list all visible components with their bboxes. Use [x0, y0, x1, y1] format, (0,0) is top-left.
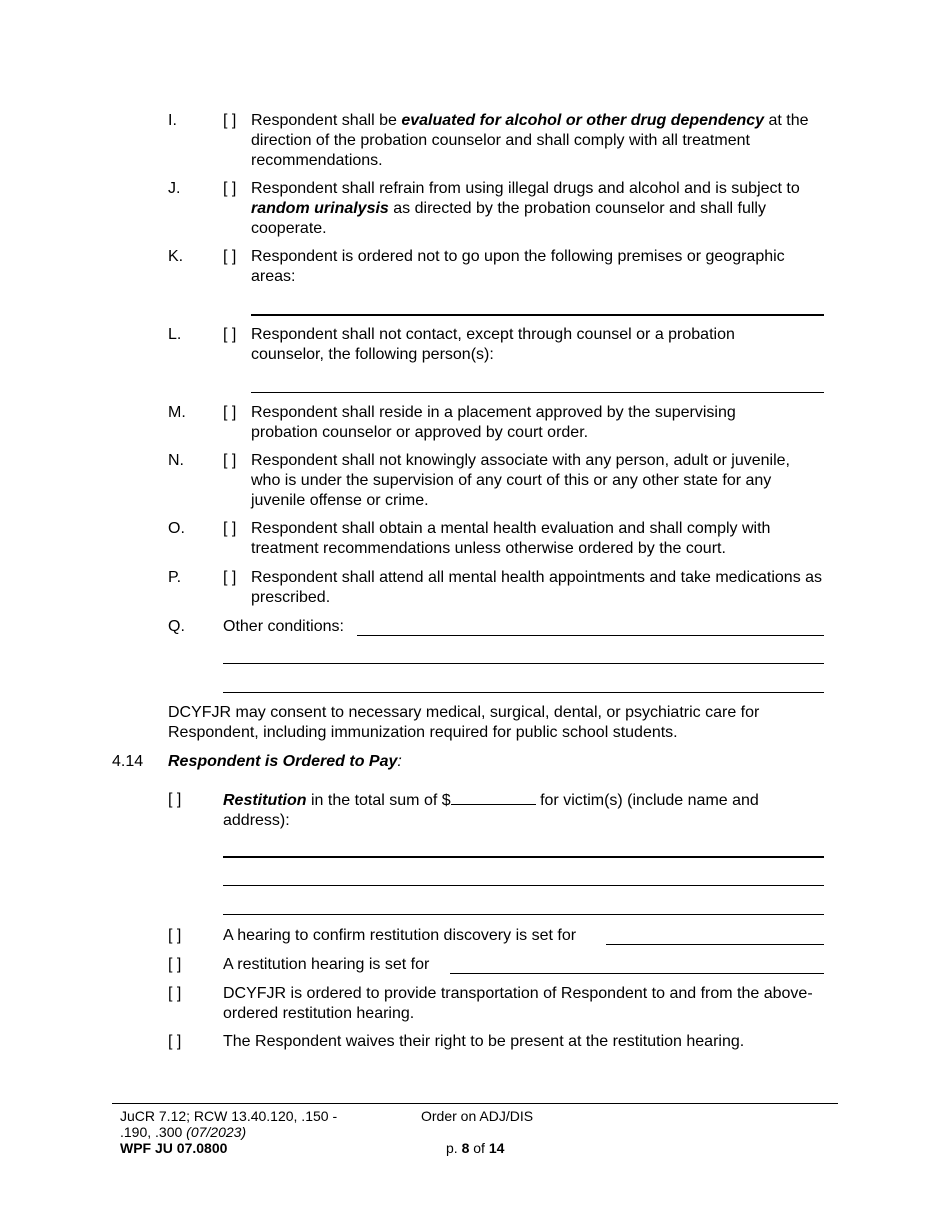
footer-page-number: p. 8 of 14	[446, 1140, 505, 1156]
checkbox-item-n[interactable]: [ ]	[223, 452, 237, 469]
item-m-text: Respondent shall reside in a placement approved by the supervising probation counselor or approved by court order.	[251, 404, 736, 441]
item-i-text: Respondent shall be evaluated for alcohol or other drug dependency at the direction of the probation counselor and shall comply with all treatment recommendations.	[251, 112, 809, 169]
checkbox-item-m[interactable]: [ ]	[223, 404, 237, 421]
discovery-hearing-text: A hearing to confirm restitution discovery is set for	[223, 927, 577, 944]
checkbox-item-k[interactable]: [ ]	[223, 248, 237, 265]
item-letter: Q.	[168, 618, 185, 635]
item-letter: P.	[168, 569, 182, 586]
checkbox-item-l[interactable]: [ ]	[223, 326, 237, 343]
premises-input-line[interactable]	[251, 314, 824, 316]
footer-form-id: WPF JU 07.0800	[120, 1140, 228, 1156]
other-conditions-line-3[interactable]	[223, 692, 824, 693]
item-letter: M.	[168, 404, 186, 421]
transportation-text: DCYFJR is ordered to provide transportation of Respondent to and from the above-ordered restitution hearing.	[223, 985, 813, 1022]
checkbox-discovery-hearing[interactable]: [ ]	[168, 927, 182, 944]
footer-divider	[112, 1103, 838, 1104]
checkbox-transportation[interactable]: [ ]	[168, 985, 182, 1002]
item-o-text: Respondent shall obtain a mental health evaluation and shall comply with treatment recommendations unless otherwise ordered by the court.	[251, 520, 771, 557]
victim-info-line-3[interactable]	[223, 914, 824, 915]
other-conditions-label: Other conditions:	[223, 618, 344, 635]
footer-form-title: Order on ADJ/DIS	[421, 1108, 534, 1124]
footer-citation-line-2: .190, .300 (07/2023)	[120, 1124, 247, 1140]
consent-paragraph: DCYFJR may consent to necessary medical, surgical, dental, or psychiatric care for Respondent, including immunization required for public school students.	[168, 704, 760, 741]
checkbox-item-p[interactable]: [ ]	[223, 569, 237, 586]
other-conditions-line-1[interactable]	[357, 635, 824, 636]
restitution-text: Restitution in the total sum of $ for victim(s) (include name and address):	[223, 792, 759, 829]
waiver-text: The Respondent waives their right to be present at the restitution hearing.	[223, 1033, 745, 1050]
restitution-amount-field[interactable]	[451, 790, 536, 805]
item-letter: O.	[168, 520, 185, 537]
item-letter: L.	[168, 326, 182, 343]
item-j-text: Respondent shall refrain from using illegal drugs and alcohol and is subject to random urinalysis as directed by the probation counselor and shall fully cooperate.	[251, 180, 800, 237]
item-letter: N.	[168, 452, 184, 469]
checkbox-item-o[interactable]: [ ]	[223, 520, 237, 537]
checkbox-restitution[interactable]: [ ]	[168, 791, 182, 808]
checkbox-waiver[interactable]: [ ]	[168, 1033, 182, 1050]
persons-input-line[interactable]	[251, 392, 824, 393]
section-title: Respondent is Ordered to Pay:	[168, 753, 402, 770]
restitution-hearing-text: A restitution hearing is set for	[223, 956, 430, 973]
other-conditions-line-2[interactable]	[223, 663, 824, 664]
item-p-text: Respondent shall attend all mental health appointments and take medications as prescribed.	[251, 569, 823, 606]
item-letter: I.	[168, 112, 177, 129]
section-number: 4.14	[112, 753, 144, 770]
restitution-hearing-date-line[interactable]	[450, 973, 824, 974]
checkbox-restitution-hearing[interactable]: [ ]	[168, 956, 182, 973]
item-l-text: Respondent shall not contact, except through counsel or a probation counselor, the following person(s):	[251, 326, 735, 363]
checkbox-item-j[interactable]: [ ]	[223, 180, 237, 197]
victim-info-line-1[interactable]	[223, 856, 824, 858]
discovery-hearing-date-line[interactable]	[606, 944, 824, 945]
item-n-text: Respondent shall not knowingly associate with any person, adult or juvenile, who is under the supervision of any court of this or any other state for any juvenile offense or crime.	[251, 452, 790, 509]
item-k-text: Respondent is ordered not to go upon the following premises or geographic areas:	[251, 248, 785, 285]
victim-info-line-2[interactable]	[223, 885, 824, 886]
item-letter: K.	[168, 248, 184, 265]
footer-citation-line-1: JuCR 7.12; RCW 13.40.120, .150 -	[120, 1108, 338, 1124]
checkbox-item-i[interactable]: [ ]	[223, 112, 237, 129]
item-letter: J.	[168, 180, 181, 197]
